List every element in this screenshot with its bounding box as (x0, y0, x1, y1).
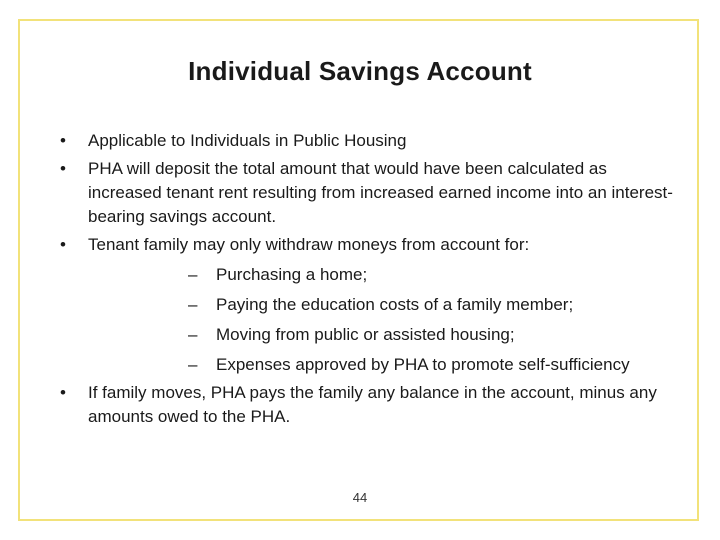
sub-bullet-text: Expenses approved by PHA to promote self-sufficiency (216, 355, 630, 374)
sub-bullet-item (88, 263, 680, 287)
sub-bullet-item (88, 323, 680, 347)
sub-bullet-dash: – (188, 265, 198, 284)
sub-bullet-dash: – (188, 295, 198, 314)
bullet-text: PHA will deposit the total amount that would have been calculated as increased tenant rent resulting from increased earned income into an interest-bearing savings account. (88, 159, 673, 226)
bullet-item (60, 157, 680, 229)
page-number: 44 (352, 490, 368, 505)
bullet-dot: • (60, 131, 66, 150)
bullet-dot: • (60, 159, 66, 178)
bullet-text: Tenant family may only withdraw moneys from account for: (88, 235, 530, 254)
sub-bullet-text: Purchasing a home; (216, 265, 368, 284)
bullet-dot: • (60, 235, 66, 254)
sub-bullet-item (88, 353, 680, 377)
bullet-dot: • (60, 383, 66, 402)
sub-bullet-text: Moving from public or assisted housing; (216, 325, 515, 344)
bullet-item (60, 129, 680, 153)
bullet-item (60, 233, 680, 377)
sub-bullet-dash: – (188, 355, 198, 374)
bullet-text: Applicable to Individuals in Public Housing (88, 131, 407, 150)
sub-bullet-dash: – (188, 325, 198, 344)
bullet-text: If family moves, PHA pays the family any balance in the account, minus any amounts owed to the PHA. (88, 383, 657, 426)
slide-content (60, 129, 680, 433)
sub-bullet-item (88, 293, 680, 317)
slide-title: Individual Savings Account (188, 56, 532, 86)
bullet-item (60, 381, 680, 429)
sub-bullet-text: Paying the education costs of a family member; (216, 295, 574, 314)
